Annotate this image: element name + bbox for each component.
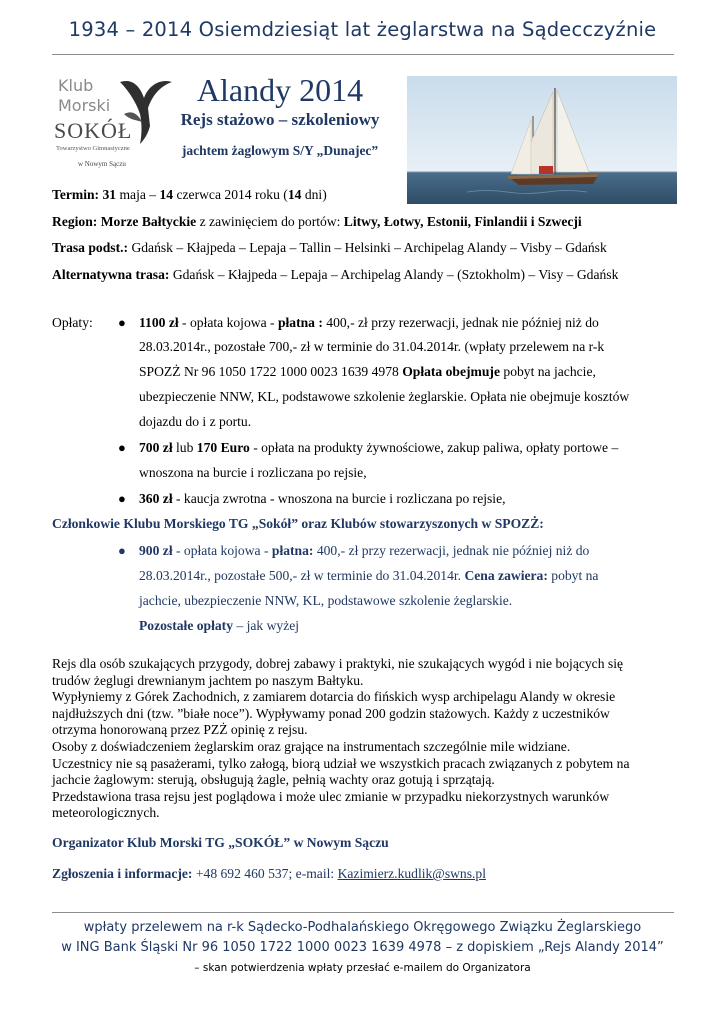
bullet: ●: [118, 440, 126, 455]
footer-line2: w ING Bank Śląski Nr 96 1050 1722 1000 0023 1639 4978 – z dopiskiem „Rejs Alandy 2014”: [61, 940, 664, 955]
club-logo: [40, 72, 175, 182]
members-heading: Członkowie Klubu Morskiego TG „Sokół” oraz Klubów stowarzyszonych w SPOZŻ:: [52, 516, 544, 531]
sailboat-photo: [407, 76, 677, 204]
route-line: Trasa podst.: Gdańsk – Kłajpeda – Lepaja – Tallin – Helsinki – Archipelag Alandy – Visby – Gdańsk: [52, 240, 607, 255]
description-line: Przedstawiona trasa rejsu jest poglądowa i może ulec zmianie w przypadku niekorzystnych warunków: [52, 788, 610, 804]
logo-text-city: w Nowym Sączu: [78, 160, 126, 168]
footer-line1: wpłaty przelewem na r-k Sądecko-Podhalańskiego Okręgowego Związku Żeglarskiego: [83, 920, 642, 935]
region-line: Region: Morze Bałtyckie z zawinięciem do portów: Litwy, Łotwy, Estonii, Finlandii i Szwecji: [52, 214, 582, 229]
description-line: meteorologicznych.: [52, 805, 160, 821]
page-title: Alandy 2014: [196, 72, 364, 108]
bullet: ●: [118, 315, 126, 330]
organizer: Organizator Klub Morski TG „SOKÓŁ” w Nowym Sączu: [52, 835, 389, 850]
description-line: otrzyma honorowaną przez PZŻ opinię z rejsu.: [52, 722, 308, 738]
member1-line3: jachcie, ubezpieczenie NNW, KL, podstawowe szkolenie żeglarskie.: [139, 593, 513, 608]
footer-divider: [52, 912, 674, 913]
bullet: ●: [118, 491, 126, 506]
fee1-line2: 28.03.2014r., pozostałe 700,- zł w terminie do 31.04.2014r. (wpłaty przelewem na r-k: [139, 339, 605, 354]
email-link[interactable]: Kazimierz.kudlik@swns.pl: [337, 866, 486, 881]
termin-line: Termin: 31 maja – 14 czerwca 2014 roku (14 dni): [52, 187, 327, 202]
header-title: 1934 – 2014 Osiemdziesiąt lat żeglarstwa na Sądecczyźnie: [68, 18, 657, 41]
description: [52, 656, 630, 822]
fee1-line4: ubezpieczenie NNW, KL, podstawowe szkolenie żeglarskie. Opłata nie obejmuje kosztów: [139, 389, 630, 404]
fee1-line1: 1100 zł - opłata kojowa - płatna : 400,- zł przy rezerwacji, jednak nie później niż do: [139, 315, 599, 330]
fees-label: Opłaty:: [52, 315, 93, 330]
alt-route-line: Alternatywna trasa: Gdańsk – Kłajpeda – Lepaja – Archipelag Alandy – (Sztokholm) – Visy – Gdańsk: [52, 267, 619, 282]
contact-line: Zgłoszenia i informacje: +48 692 460 537; e-mail: Kazimierz.kudlik@swns.pl: [52, 866, 486, 881]
cruise-subtitle: Rejs stażowo – szkoleniowy: [180, 110, 380, 129]
description-line: jachcie żaglowym: sterują, obsługują żagle, pełnią wachty oraz gotują i sprzątają.: [52, 772, 495, 788]
fee3-line1: 360 zł - kaucja zwrotna - wnoszona na burcie i rozliczana po rejsie,: [139, 491, 506, 506]
bullet: ●: [118, 543, 126, 558]
description-line: Osoby z doświadczeniem żeglarskim oraz grające na instrumentach szczególnie mile widziane.: [52, 738, 571, 754]
description-line: Wypłyniemy z Górek Zachodnich, z zamiarem dotarcia do fińskich wysp archipelagu Alandy w okresie: [52, 689, 616, 705]
member1-line4: Pozostałe opłaty – jak wyżej: [139, 618, 300, 633]
header-divider: [52, 54, 674, 55]
logo-text-society: Towarzystwo Gimnastyczne: [56, 145, 130, 152]
description-line: trudów żeglugi drewnianym jachtem po naszym Bałtyku.: [52, 672, 364, 688]
description-line: najdłuższych dni (tzw. ”białe noce”). Wypływamy ponad 200 godzin stażowych. Każdy z uczestników: [52, 705, 610, 721]
logo-text-klub: Klub: [58, 76, 94, 95]
logo-text-morski: Morski: [58, 96, 111, 115]
footer-line3: – skan potwierdzenia wpłaty przesłać e-mailem do Organizatora: [194, 962, 531, 974]
description-line: Rejs dla osób szukających przygody, dobrej zabawy i praktyki, nie szukających wygód i nie bojących się: [52, 656, 624, 671]
fee2-line2: wnoszona na burcie i rozliczana po rejsie,: [139, 465, 367, 480]
fee1-line3: SPOZŻ Nr 96 1050 1722 1000 0023 1639 4978 Opłata obejmuje pobyt na jachcie,: [139, 364, 596, 379]
description-line: Uczestnicy nie są pasażerami, tylko załogą, biorą udział we wszystkich pracach związanych z pobytem na: [52, 755, 630, 771]
member1-line1: 900 zł - opłata kojowa - płatna: 400,- zł przy rezerwacji, jednak nie później niż do: [139, 543, 590, 558]
fee1-line5: dojazdu do i z portu.: [139, 414, 252, 429]
member1-line2: 28.03.2014r., pozostałe 500,- zł w terminie do 31.04.2014r. Cena zawiera: pobyt na: [139, 568, 599, 583]
fee2-line1: 700 zł lub 170 Euro - opłata na produkty żywnościowe, zakup paliwa, opłaty portowe –: [139, 440, 619, 455]
logo-text-sokol: SOKÓŁ: [54, 118, 133, 143]
yacht-name: jachtem żaglowym S/Y „Dunajec”: [181, 143, 379, 158]
